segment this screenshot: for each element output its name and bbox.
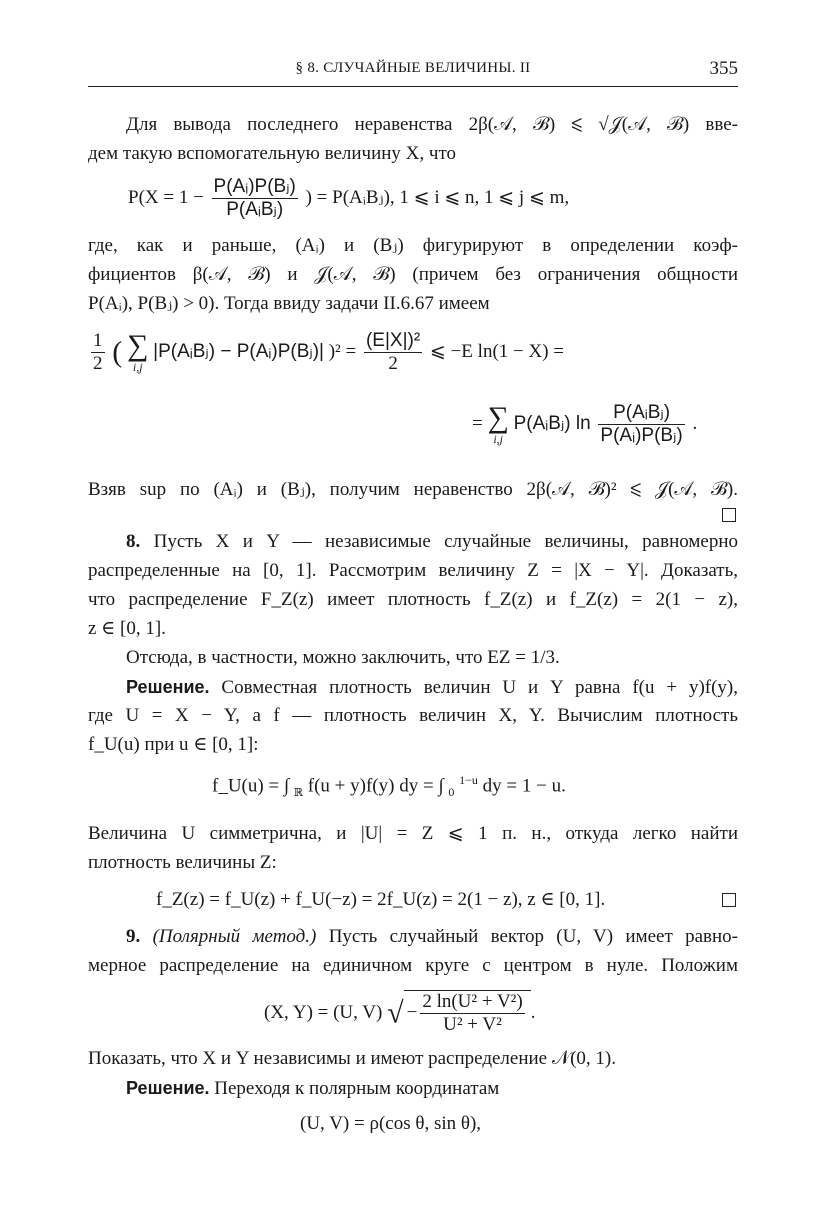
eq3-end: . xyxy=(692,412,698,434)
problem8-number: 8. xyxy=(126,531,141,552)
p9-eq-end: . xyxy=(530,1001,536,1023)
running-header xyxy=(88,60,738,87)
problem8-line4: z ∈ [0, 1]. xyxy=(88,618,166,639)
sol8-eq-rhs: dy = 1 − u. xyxy=(482,775,566,797)
equation-1 xyxy=(128,176,569,221)
para2-line3: P(Aᵢ), P(Bⱼ) > 0). Тогда ввиду задачи II.6.67 имеем xyxy=(88,293,490,314)
sqrt-symbol: √ xyxy=(387,996,404,1030)
problem9-line2: мерное распределение на единичном круге с центром в нуле. Положим xyxy=(88,955,738,976)
problem8-line3: что распределение F_Z(z) имеет плотность f_Z(z) и f_Z(z) = 2(1 − z), xyxy=(88,589,738,610)
sol8-eq-lhs: f_U(u) = ∫ xyxy=(212,775,290,797)
para2-line2: фициентов β(𝒜, ℬ) и 𝒥(𝒜, ℬ) (причем без ограничения общности xyxy=(88,264,738,285)
eq2-open-paren: ( xyxy=(112,335,123,369)
p9-eq-lhs: (X, Y) = (U, V) xyxy=(264,1001,383,1023)
chapter-title: § 8. СЛУЧАЙНЫЕ ВЕЛИЧИНЫ. II xyxy=(295,60,531,76)
solution8-line3: f_U(u) при u ∈ [0, 1]: xyxy=(88,734,259,755)
eq2-body: |P(AᵢBⱼ) − P(Aᵢ)P(Bⱼ)| xyxy=(153,340,324,362)
sol8-eq-sup2: 1−u xyxy=(459,773,478,787)
sol8-eq-sub1: ℝ xyxy=(293,787,304,800)
eq3-sum-index: i,j xyxy=(493,431,503,446)
para1-line2: дем такую вспомогательную величину X, что xyxy=(88,143,457,164)
page-number: 355 xyxy=(709,58,738,79)
problem8-line5: Отсюда, в частности, можно заключить, что EZ = 1/3. xyxy=(126,647,560,668)
problem9-title: (Полярный метод.) xyxy=(152,926,317,947)
p9-eq-numerator: 2 ln(U² + V²) xyxy=(422,991,523,1012)
equation-2 xyxy=(88,330,564,375)
eq2-half xyxy=(91,330,105,375)
problem9-equation xyxy=(264,990,535,1036)
solution8-text1: Совместная плотность величин U и Y равна f(u + y)f(y), xyxy=(221,677,738,698)
solution9-text1: Переходя к полярным координатам xyxy=(214,1078,500,1099)
eq2-sum-index: i,j xyxy=(132,359,143,374)
solution8-line1 xyxy=(88,675,738,700)
solution8-label: Решение. xyxy=(126,677,210,697)
eq2-denominator: 2 xyxy=(364,352,422,375)
equation-3 xyxy=(472,402,697,447)
problem8-line1 xyxy=(88,530,738,554)
solution9-label: Решение. xyxy=(126,1078,210,1098)
p9-eq-fraction xyxy=(420,991,524,1036)
problem8-text1: Пусть X и Y — независимые случайные величины, равномерно xyxy=(153,531,738,552)
eq1-rhs: ) = P(AᵢBⱼ), 1 ⩽ i ⩽ n, 1 ⩽ j ⩽ m, xyxy=(305,186,570,208)
eq3-fraction xyxy=(598,402,684,447)
eq1-prefix: P(X = 1 − xyxy=(128,186,204,208)
solution9-equation: (U, V) = ρ(cos θ, sin θ), xyxy=(300,1113,482,1134)
para3-line1: Взяв sup по (Aᵢ) и (Bⱼ), получим неравенство 2β(𝒜, ℬ)² ⩽ 𝒥(𝒜, ℬ). xyxy=(88,479,738,500)
eq1-fraction xyxy=(212,176,298,221)
eq2-fraction xyxy=(364,330,422,375)
problem9-number: 9. xyxy=(126,926,141,947)
eq2-half-den: 2 xyxy=(93,353,103,374)
sqrt-body: − $\frac{\text{2 ln(U² + V²)}}{\text{U² + V²}}$ xyxy=(404,990,531,1036)
eq2-numerator: (E|X|)² xyxy=(365,330,421,351)
solution9-line1 xyxy=(88,1076,738,1101)
problem8-line2: распределенные на [0, 1]. Рассмотрим величину Z = |X − Y|. Доказать, xyxy=(88,560,738,581)
eq3-denominator: P(Aᵢ)P(Bⱼ) xyxy=(600,425,683,446)
solution8-line4: Величина U симметрична, и |U| = Z ⩽ 1 п. н., откуда легко найти xyxy=(88,823,738,844)
solution8-line5: плотность величины Z: xyxy=(88,852,277,873)
eq1-numerator: P(Aᵢ)P(Bⱼ) xyxy=(213,176,296,197)
eq3-numerator: P(AᵢBⱼ) xyxy=(613,402,671,423)
eq2-equals: = xyxy=(345,340,357,362)
sol8-eq-mid: f(u + y)f(y) dy = ∫ xyxy=(307,775,444,797)
solution8-line2: где U = X − Y, а f — плотность величин X, Y. Вычислим плотность xyxy=(88,705,738,726)
eq1-denominator: P(AᵢBⱼ) xyxy=(212,198,298,221)
p9-eq-denominator: U² + V² xyxy=(420,1013,524,1036)
qed-square xyxy=(722,893,736,907)
eq2-half-num: 1 xyxy=(93,330,103,351)
para1-line1: Для вывода последнего неравенства 2β(𝒜, ℬ) ⩽ √𝒥(𝒜, ℬ) вве- xyxy=(126,114,738,135)
eq3-sum: ∑ i,j xyxy=(487,400,509,446)
sol8-eq-sub2: 0 xyxy=(448,785,455,800)
solution8-equation-2: f_Z(z) = f_U(z) + f_U(−z) = 2f_U(z) = 2(1 − z), z ∈ [0, 1]. xyxy=(156,889,606,910)
eq3-body: P(AᵢBⱼ) ln xyxy=(513,412,591,434)
eq3-prefix: = xyxy=(472,412,483,434)
para2-line1: где, как и раньше, (Aᵢ) и (Bⱼ) фигурируют в определении коэф- xyxy=(88,235,738,256)
eq2-sum: ∑ i,j xyxy=(127,328,149,374)
problem9-line1 xyxy=(88,925,738,949)
problem9-text1: Пусть случайный вектор (U, V) имеет равно- xyxy=(328,926,739,947)
qed-square xyxy=(722,508,736,522)
solution8-equation xyxy=(212,768,566,805)
problem9-line3: Показать, что X и Y независимы и имеют распределение 𝒩(0, 1). xyxy=(88,1048,616,1069)
eq2-tail: ⩽ −E ln(1 − X) = xyxy=(429,340,564,362)
eq2-close: )² xyxy=(328,340,341,362)
